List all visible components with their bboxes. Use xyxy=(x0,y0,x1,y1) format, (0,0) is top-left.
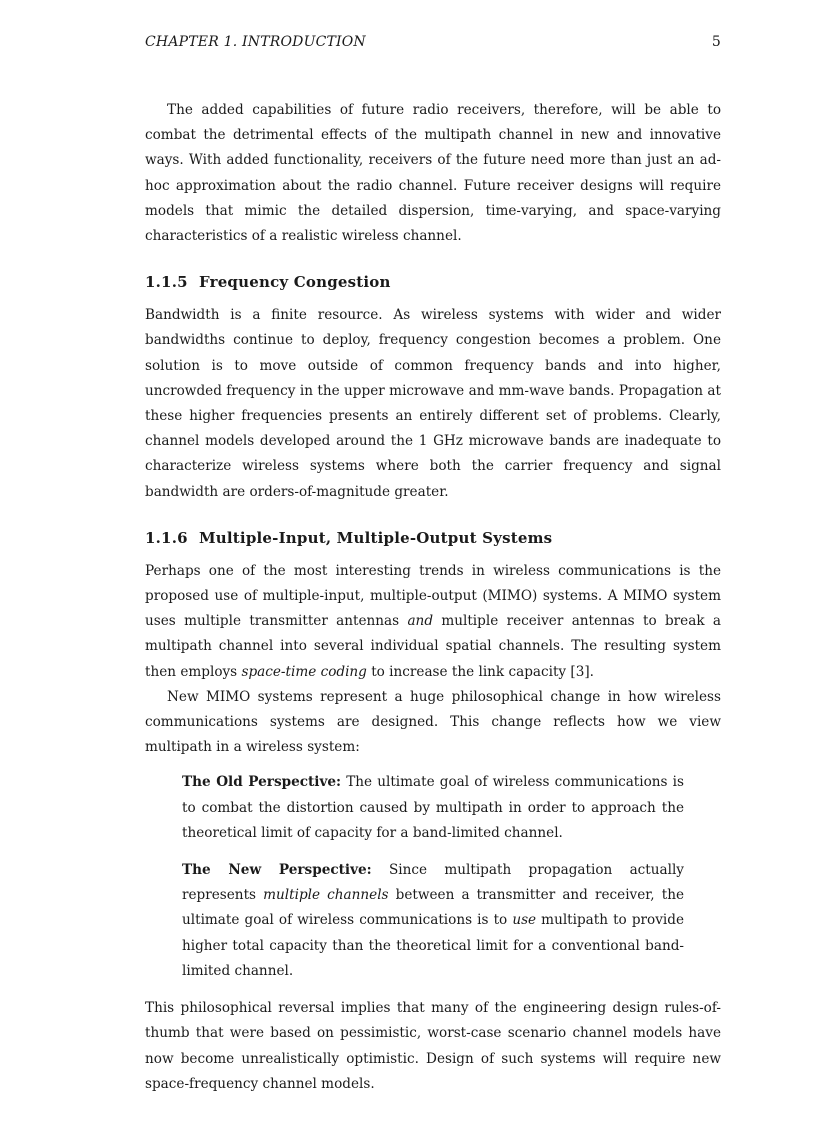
text-run: multiple receiver antennas to break a multipath channel into several individual spatial channels. The resulting system then employs xyxy=(145,613,721,680)
new-perspective-label: The New Perspective: xyxy=(182,862,372,879)
emphasis: space-time coding xyxy=(241,663,367,680)
running-head xyxy=(145,34,721,54)
section-heading-1-1-6 xyxy=(145,527,721,549)
text-run: Since multipath propagation actually represents xyxy=(182,862,684,904)
page-body xyxy=(145,98,721,1097)
intro-paragraph: The added capabilities of future radio receivers, therefore, will be able to combat the detrimental effects of the multipath channel in new and innovative ways. With added functionality, receivers of the future need more than just an ad-hoc approximation about the radio channel. Future receiver designs will require models that mimic the detailed dispersion, time-varying, and space-varying characteristics of a realistic wireless channel. xyxy=(145,102,721,245)
emphasis: multiple channels xyxy=(263,887,389,904)
old-perspective-label: The Old Perspective: xyxy=(182,774,342,791)
section-heading-1-1-5 xyxy=(145,271,721,293)
text-run: to increase the link capacity [3]. xyxy=(366,663,595,680)
emphasis: use xyxy=(512,912,537,929)
emphasis: and xyxy=(407,613,434,630)
old-perspective xyxy=(182,770,684,846)
new-perspective xyxy=(182,858,684,984)
mimo-paragraph-1 xyxy=(145,559,721,685)
perspectives-block xyxy=(182,770,684,984)
section-title: Frequency Congestion xyxy=(199,273,391,292)
frequency-congestion-paragraph: Bandwidth is a finite resource. As wireless systems with wider and wider bandwidths continue to deploy, frequency congestion becomes a problem. One solution is to move outside of common frequency bands and into higher, uncrowded frequency in the upper microwave and mm-wave bands. Propagation at these higher frequencies presents an entirely different set of problems. Clearly, channel models developed around the 1 GHz microwave bands are inadequate to characterize wireless systems where both the carrier frequency and signal bandwidth are orders-of-magnitude greater. xyxy=(145,307,721,500)
text-run: The ultimate goal of wireless communications is to combat the distortion caused by multipath in order to approach the theoretical limit of capacity for a band-limited channel. xyxy=(182,774,684,841)
section-number: 1.1.6 xyxy=(145,528,188,547)
section-title: Multiple-Input, Multiple-Output Systems xyxy=(199,528,553,547)
section-number: 1.1.5 xyxy=(145,273,188,292)
chapter-heading: CHAPTER 1. INTRODUCTION xyxy=(145,34,366,50)
text-run: between a transmitter and receiver, the ultimate goal of wireless communications is to xyxy=(182,887,684,929)
text-run: Perhaps one of the most interesting trends in wireless communications is the proposed use of multiple-input, multiple-output (MIMO) systems. A MIMO system uses multiple transmitter antennas xyxy=(145,562,721,630)
text-run: multipath to provide higher total capacity than the theoretical limit for a conventional band-limited channel. xyxy=(182,912,684,979)
mimo-paragraph-3: This philosophical reversal implies that many of the engineering design rules-of-thumb that were based on pessimistic, worst-case scenario channel models have now become unrealistically optimistic. Design of such systems will require new space-frequency channel models. xyxy=(145,1000,721,1092)
page-number: 5 xyxy=(711,34,721,50)
mimo-paragraph-2: New MIMO systems represent a huge philosophical change in how wireless communications systems are designed. This change reflects how we view multipath in a wireless system: xyxy=(145,688,721,756)
